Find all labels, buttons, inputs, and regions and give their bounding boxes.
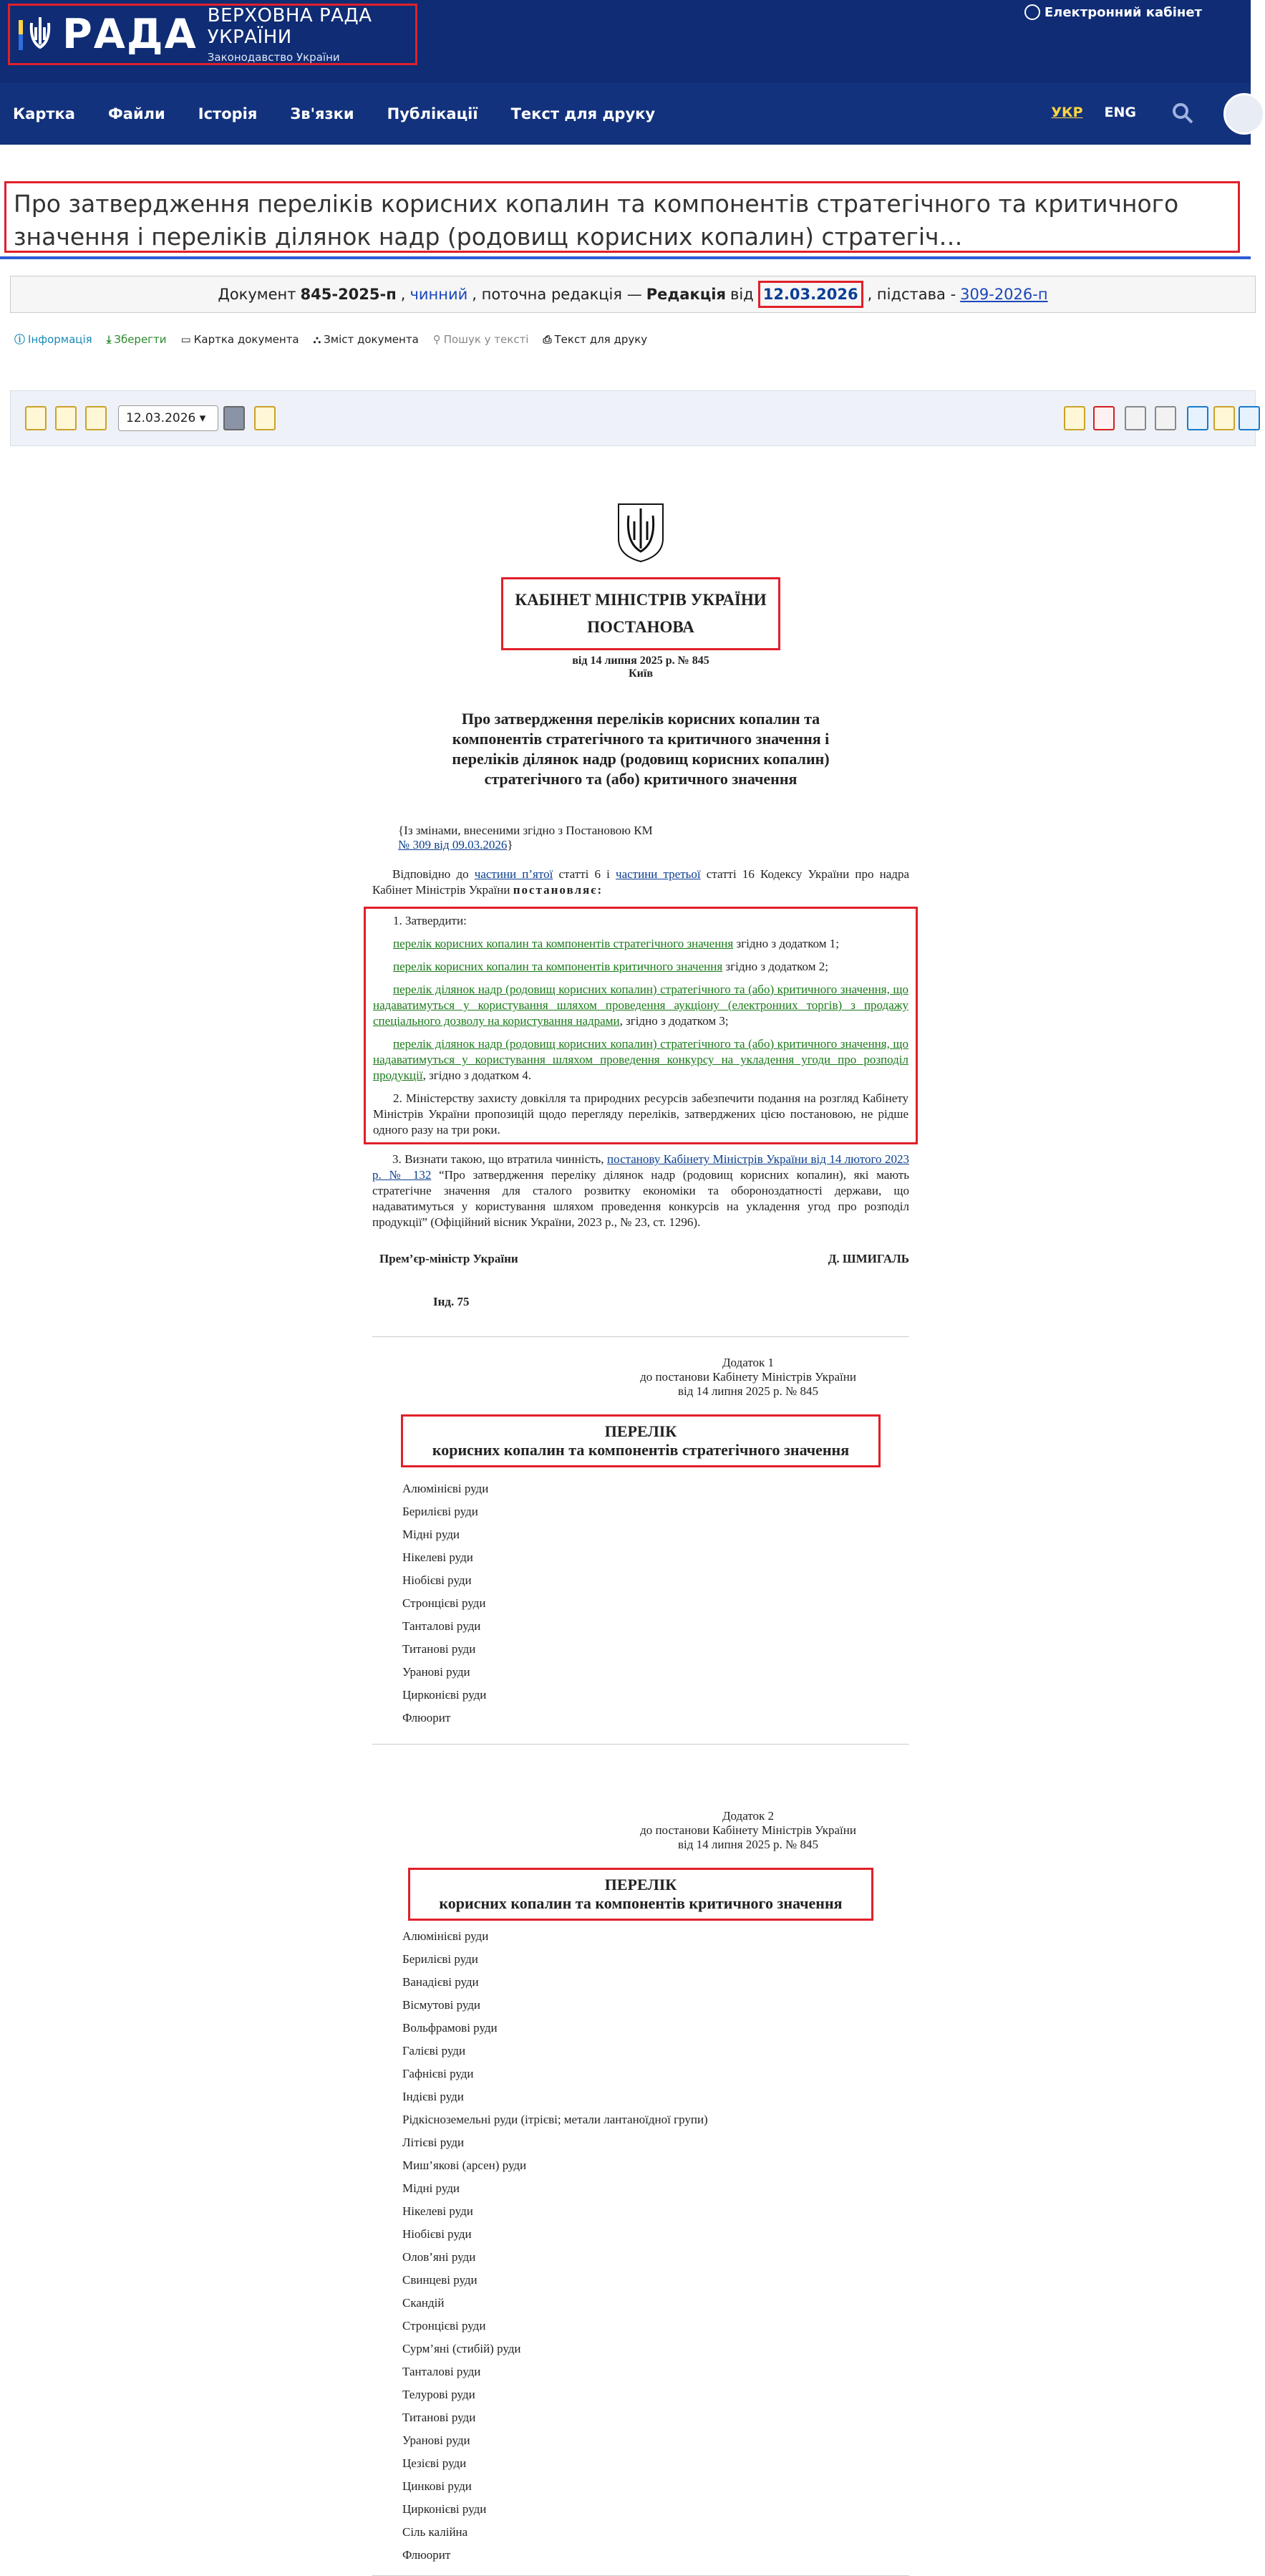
list-item: Берилієві руди [402, 1952, 478, 1966]
list-link-1[interactable]: перелік корисних копалин та компонентів стратегічного значення [393, 937, 734, 950]
folder-icon: ▭ [180, 332, 191, 346]
list-item: Свинцеві руди [402, 2273, 478, 2287]
user-icon [1024, 4, 1040, 20]
list-item: Уранові руди [402, 1665, 470, 1679]
changes-note: {Із змінами, внесеними згідно з Постановою КМ [398, 824, 653, 837]
annex-1-date: від 14 липня 2025 р. № 845 [678, 1384, 818, 1398]
nav-files[interactable]: Файли [107, 105, 165, 122]
document-toolbar [10, 390, 1256, 446]
tool-search-label: Пошук у тексті [443, 332, 529, 346]
annex-1-label: Додаток 1 [722, 1356, 775, 1369]
list-item: Танталові руди [402, 2365, 481, 2378]
edition-label: Редакція [646, 286, 726, 303]
list-item: Мідні руди [402, 2181, 460, 2195]
list-item: Стронцієві руди [402, 1596, 486, 1610]
edition-date: 12.03.2026 [758, 281, 863, 308]
list-item: Алюмінієві руди [402, 1929, 489, 1943]
list-item: Цезієві руди [402, 2456, 467, 2470]
annex-2-title-box [408, 1868, 873, 1921]
tree-icon: ⛬ [313, 332, 321, 346]
list-item: Титанові руди [402, 1642, 476, 1656]
list-item: Флюорит [402, 2548, 451, 2562]
list-item: Індієві руди [402, 2090, 464, 2103]
point-1: 1. Затвердити: [393, 914, 467, 927]
list-item: Цирконієві руди [402, 2502, 487, 2516]
list-link-4-note: , згідно з додатком 4. [422, 1068, 532, 1082]
annex-1-title-box [401, 1414, 881, 1467]
annex-1-subtitle: корисних копалин та компонентів стратегічного значення [432, 1441, 850, 1459]
info-icon: ⓘ [14, 333, 26, 346]
search-icon: ⚲ [432, 332, 441, 346]
status-text: від [730, 286, 754, 303]
copy-icon[interactable] [1064, 406, 1085, 430]
list-strategic [372, 1482, 909, 1734]
lang-ukr[interactable]: УКР [1051, 105, 1083, 120]
zoom-icon[interactable] [1187, 406, 1208, 430]
tool-info-label: Інформація [28, 332, 92, 346]
coat-of-arms-icon [616, 501, 666, 563]
list-item: Сіль калійна [402, 2525, 468, 2539]
status-text: Документ [218, 286, 296, 303]
list-item: Ніобієві руди [402, 2227, 472, 2241]
annex-2-title: ПЕРЕЛІК [604, 1876, 677, 1894]
list-link-2-note: згідно з додатком 2; [725, 960, 828, 973]
doc-state[interactable]: чинний [409, 286, 468, 303]
list-item: Титанові руди [402, 2411, 476, 2424]
status-text: , поточна редакція — [472, 286, 642, 303]
compare-icon[interactable] [223, 406, 245, 430]
list-item: Скандій [402, 2296, 445, 2310]
divider [372, 1744, 909, 1745]
changes-note-end: } [507, 838, 513, 852]
list-item: Нікелеві руди [402, 1550, 473, 1564]
document-kind: ПОСТАНОВА [587, 618, 694, 636]
point-3-text: “Про затвердження переліку ділянок надр (родовищ корисних копалин), які мають стратегічне значення для сталого розвитку економіки та обороноздатності держави, що надаватимуться у користування шляхом проведення конкурсів на укладення угод про розподіл продукції” (Офіційний вісник України, 2023 р., № 23, ст. 1296). [372, 1168, 909, 1229]
point-2: 2. Міністерству захисту довкілля та природних ресурсів забезпечити подання на розгляд Кабінету Міністрів України пропозицій щодо перегляду переліків, затверджених цією постановою, не рідше одного разу на три роки. [373, 1091, 908, 1137]
resolves-label: постановляє: [513, 883, 604, 897]
decision-box [364, 907, 918, 1144]
download-icon: ⤓ [106, 332, 112, 346]
intro-text: статті 6 і [558, 867, 610, 881]
list-item: Цинкові руди [402, 2479, 472, 2493]
status-sep: , [400, 286, 406, 303]
list-critical [372, 1929, 909, 2571]
basis-link[interactable]: 309-2026-п [960, 286, 1048, 303]
print-icon[interactable] [1239, 406, 1260, 430]
bookmark-icon[interactable] [55, 406, 77, 430]
list-item: Вісмутові руди [402, 1998, 481, 2012]
list-item: Ніобієві руди [402, 1573, 472, 1587]
list-item: Нікелеві руди [402, 2204, 473, 2218]
list-item: Рідкісноземельні руди (ітрієві; метали лантаноїдної групи) [402, 2113, 708, 2126]
list-item: Ванадієві руди [402, 1975, 479, 1989]
nav-history[interactable]: Історія [198, 105, 258, 122]
print-icon: ⎙ [543, 332, 552, 346]
nav-print-text[interactable]: Текст для друку [510, 105, 656, 122]
status-text: , підстава - [867, 286, 956, 303]
annex-2-date: від 14 липня 2025 р. № 845 [678, 1838, 818, 1851]
tool-print[interactable] [543, 332, 647, 347]
main-nav [0, 83, 1251, 145]
list-link-3-note: , згідно з додатком 3; [619, 1014, 729, 1028]
annex-1-ref: до постанови Кабінету Міністрів України [640, 1370, 856, 1384]
list-item: Мідні руди [402, 1528, 460, 1541]
document-heading: Про затвердження переліків корисних копалин та компонентів стратегічного та критичного значення і переліків ділянок надр (родовищ корисних копалин) стратегічного та (або) критичного значення [452, 710, 830, 788]
list-item: Танталові руди [402, 1619, 481, 1633]
nav-links[interactable]: Зв'язки [290, 105, 354, 122]
tool-search[interactable] [433, 332, 529, 347]
edition-date-select[interactable]: 12.03.2026 ▾ [118, 405, 218, 431]
list-item: Галієві руди [402, 2044, 466, 2058]
list-link-3[interactable]: перелік ділянок надр (родовищ корисних копалин) стратегічного та (або) критичного значення, що надаватимуться у користування шляхом проведення аукціону (електронних торгів) з продажу спеціального дозволу на користування надрами [373, 983, 908, 1028]
scales-icon[interactable] [1155, 406, 1176, 430]
issuer: КАБІНЕТ МІНІСТРІВ УКРАЇНИ [515, 591, 767, 609]
document-status-bar [10, 276, 1256, 313]
signatory-title: Прем’єр-міністр України [379, 1252, 518, 1265]
list-link-2[interactable]: перелік корисних копалин та компонентів критичного значення [393, 960, 723, 973]
site-header [0, 0, 1251, 145]
list-item: Вольфрамові руди [402, 2021, 498, 2035]
document-date: від 14 липня 2025 р. № 845 [572, 655, 709, 667]
list-item: Берилієві руди [402, 1505, 478, 1518]
issuer-box [501, 577, 780, 650]
list-link-1-note: згідно з додатком 1; [736, 937, 840, 950]
check-icon[interactable] [1213, 406, 1235, 430]
tool-info[interactable] [14, 332, 92, 347]
electronic-cabinet-label: Електронний кабінет [1044, 4, 1202, 20]
intro-text: статті 16 Кодексу України про надра Кабінет Міністрів України [372, 867, 909, 897]
law-link-1[interactable]: частини п’ятої [474, 867, 553, 881]
divider [0, 256, 1251, 259]
tool-save[interactable] [107, 332, 167, 347]
document-body [372, 501, 909, 2576]
comments-icon[interactable] [1125, 406, 1146, 430]
list-item: Олов’яні руди [402, 2250, 476, 2264]
tool-card-label: Картка документа [193, 332, 299, 346]
law-link-2[interactable]: частини третьої [616, 867, 701, 881]
nav-publications[interactable]: Публікації [387, 105, 478, 122]
signatory-name: Д. ШМИГАЛЬ [828, 1252, 909, 1265]
tool-card[interactable] [181, 332, 299, 347]
tool-contents[interactable] [314, 332, 419, 347]
index-number: Інд. 75 [433, 1295, 470, 1308]
trident-icon [19, 13, 58, 56]
divider [372, 1336, 909, 1337]
tool-print-label: Текст для друку [554, 332, 648, 346]
document-city: Київ [629, 667, 653, 680]
electronic-cabinet-link[interactable] [1024, 4, 1202, 20]
doc-number: 845-2025-п [300, 286, 397, 303]
list-link-4[interactable]: перелік ділянок надр (родовищ корисних копалин) стратегічного та (або) критичного значення, що надаватимуться у користування шляхом проведення конкурсу на укладення угоди про розподіл продукції [373, 1037, 908, 1082]
list-item: Флюорит [402, 1711, 451, 1724]
tool-contents-label: Зміст документа [324, 332, 419, 346]
site-logo[interactable] [8, 4, 417, 65]
intro-text: Відповідно до [392, 867, 469, 881]
tool-save-label: Зберегти [114, 332, 167, 346]
section-icon[interactable] [1093, 406, 1115, 430]
annex-2-label: Додаток 2 [722, 1809, 775, 1823]
list-item: Цирконієві руди [402, 1688, 487, 1702]
list-item: Стронцієві руди [402, 2319, 486, 2333]
doc-tools [14, 332, 647, 347]
history-icon[interactable] [85, 406, 107, 430]
annex-2-ref: до постанови Кабінету Міністрів України [640, 1823, 856, 1837]
point-3: 3. Визнати такою, що втратила чинність, [392, 1152, 604, 1166]
brand-subtitle: Законодавство України [207, 51, 340, 64]
annex-2-subtitle: корисних копалин та компонентів критичного значення [439, 1894, 843, 1912]
brand-title: ВЕРХОВНА РАДА УКРАЇНИ [207, 5, 372, 48]
list-item: Літієві руди [402, 2136, 465, 2149]
annex-1-title: ПЕРЕЛІК [604, 1422, 677, 1440]
list-item: Сурм’яні (стибій) руди [402, 2342, 521, 2355]
save-icon[interactable] [25, 406, 47, 430]
edit-icon[interactable] [254, 406, 276, 430]
search-icon[interactable] [1172, 102, 1193, 124]
repealed-act-link[interactable]: постанову Кабінету Міністрів України від 14 лютого 2023 р. № 132 [372, 1152, 909, 1182]
nav-card[interactable]: Картка [13, 105, 75, 122]
changes-link[interactable]: № 309 від 09.03.2026 [398, 838, 508, 852]
brand-name: РАДА [62, 11, 198, 58]
edition-date-value: 12.03.2026 [126, 411, 196, 425]
list-item: Гафнієві руди [402, 2067, 474, 2080]
list-item: Алюмінієві руди [402, 1482, 489, 1495]
list-item: Уранові руди [402, 2433, 470, 2447]
avatar[interactable] [1223, 93, 1265, 135]
lang-eng[interactable]: ENG [1104, 105, 1136, 120]
list-item: Миш’якові (арсен) руди [402, 2158, 527, 2172]
list-item: Телурові руди [402, 2388, 475, 2401]
page-title: Про затвердження переліків корисних копалин та компонентів стратегічного та критичного значення і переліків ділянок надр (родовищ корисних копалин) стратегіч… [4, 181, 1240, 253]
